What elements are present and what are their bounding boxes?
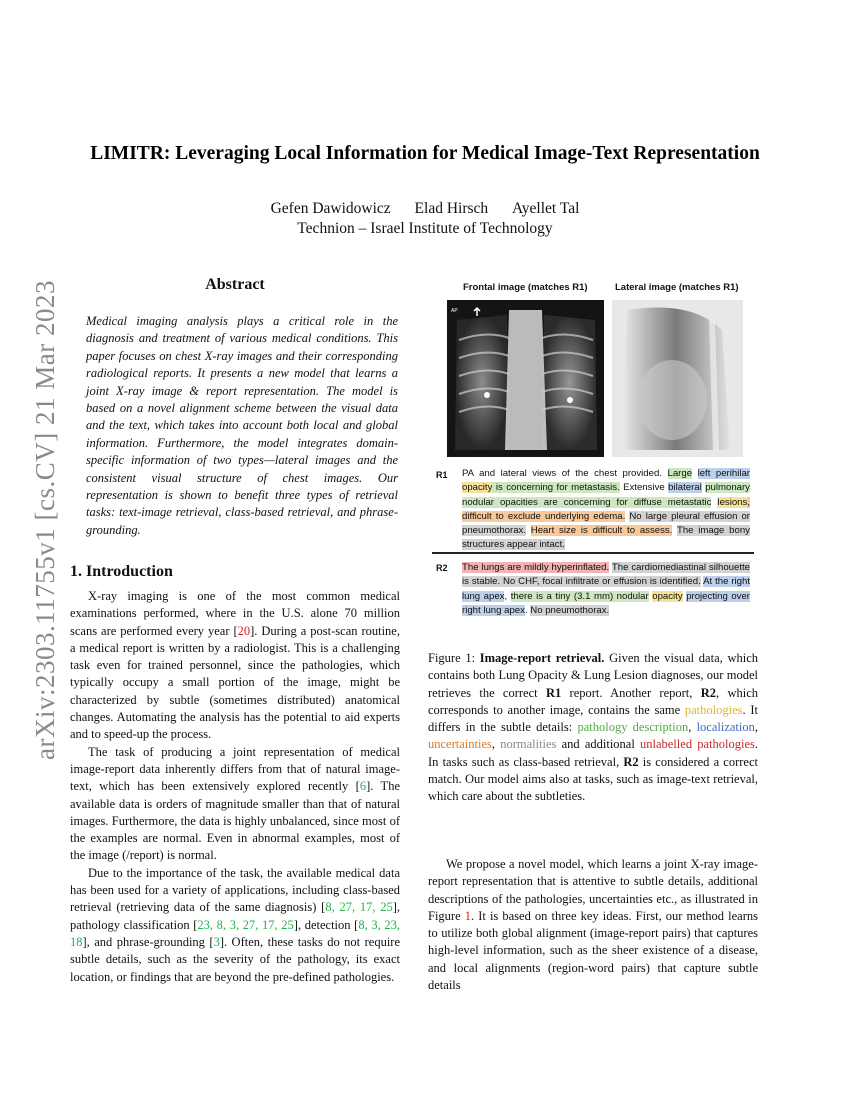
citation-link[interactable]: 8, 3, 23, 18 bbox=[70, 917, 401, 949]
report-r1-text bbox=[462, 467, 750, 553]
paper-title: LIMITR: Leveraging Local Information for Medical Image-Text Representation bbox=[90, 143, 760, 164]
figure-divider bbox=[432, 552, 754, 554]
highlighted-phrase: , difficult to exclude underlying edema. bbox=[462, 496, 750, 522]
lateral-xray-image bbox=[612, 300, 743, 457]
introduction-body bbox=[70, 588, 400, 986]
frontal-image-label: Frontal image (matches R1) bbox=[463, 282, 588, 293]
highlighted-phrase: pulmonary nodular opacities are concerning for diffuse metastatic bbox=[462, 482, 750, 508]
highlighted-phrase: lesions bbox=[717, 496, 748, 508]
figure-reference-link[interactable]: 1 bbox=[464, 908, 471, 923]
highlighted-phrase: The image bony structures appear intact. bbox=[462, 525, 750, 551]
citation-link[interactable]: 8, 27, 17, 25 bbox=[325, 900, 393, 915]
body-text-right bbox=[428, 856, 758, 994]
author-list bbox=[0, 200, 850, 218]
highlighted-phrase: there is a tiny (3.1 mm) nodular bbox=[510, 590, 649, 602]
abstract-heading: Abstract bbox=[205, 276, 265, 293]
highlighted-phrase: Heart size is difficult to assess. bbox=[530, 525, 673, 537]
paragraph: The task of producing a joint representation of medical image-report data inherently differs from that of natural image-text, which has been extensively explored recently [6]. The available data is orders of magnitude smaller than that of natural images. Furthermore, the data is highly unbalanced, since most of the examples are normal. Even in abnormal examples, most of the image (/report) is normal. bbox=[70, 744, 400, 863]
arxiv-side-stamp: arXiv:2303.11755v1 [cs.CV] 21 Mar 2023 bbox=[30, 280, 60, 760]
paragraph: X-ray imaging is one of the most common medical examinations performed, where in the U.S. alone 70 million scans are performed every year [20]. During a post-scan routine, a medical report is written by a radiologist. This is a challenging task even for trained personnel, since the pathologies, which typically occupy a small portion of the image, might be characterized by subtle (sometimes distributed) anatomical changes. Automating the analysis has the potential to aid experts and to speed-up the process. bbox=[70, 589, 400, 742]
highlighted-phrase: left perihilar bbox=[697, 468, 750, 479]
highlighted-phrase: No pneumothorax. bbox=[530, 604, 610, 616]
highlighted-phrase: The cardiomediastinal silhouette is stable. No CHF, focal infiltrate or effusion is identified. bbox=[462, 562, 750, 588]
author-name: Ayellet Tal bbox=[512, 200, 580, 217]
report-r2-text bbox=[462, 561, 750, 618]
report-text-fragment: PA and lateral views of the chest provided. bbox=[462, 468, 668, 479]
citation-link[interactable]: 23, 8, 3, 27, 17, 25 bbox=[197, 917, 294, 932]
citation-link[interactable]: 20 bbox=[237, 623, 251, 638]
report-label-r1: R1 bbox=[436, 470, 448, 480]
highlighted-phrase: At the right lung apex bbox=[462, 576, 750, 602]
citation-link[interactable]: 6 bbox=[359, 779, 367, 794]
paragraph: Due to the importance of the task, the available medical data has been used for a variety of applications, including class-based retrieval (retrieving data of the same diagnosis) [8, 27, 17, 25], pathology classification [23, 8, 3, 27, 17, 25], detection [8, 3, 23, 18], and phrase-grounding [3]. Often, these tasks do not require subtle details, such as the severity of the pathology, its exact location, or findings that are beyond the pre-defined pathologies. bbox=[70, 865, 401, 984]
report-text-fragment: , bbox=[504, 590, 511, 602]
highlighted-phrase: is concerning for metastasis. bbox=[492, 482, 620, 494]
highlighted-phrase: The lungs are mildly hyperinflated. bbox=[462, 562, 610, 573]
paragraph-text: ]. During a post-scan routine, a medical report is written by a radiologist. This is a challenging task even for trained personnel, since the pathologies, which typically occupy a small portion of the image, might be characterized by subtle (sometimes distributed) anatomical changes. Automating the analysis has the potential to aid experts and to speed-up the process. bbox=[70, 623, 400, 742]
highlighted-phrase: bilateral bbox=[668, 482, 702, 494]
highlighted-phrase: opacity bbox=[652, 590, 683, 602]
report-label-r2: R2 bbox=[436, 563, 448, 573]
highlighted-phrase: No large pleural effusion or pneumothorax. bbox=[462, 510, 750, 537]
highlighted-phrase: projecting over right lung apex bbox=[462, 590, 750, 616]
abstract-body: Medical imaging analysis plays a critical role in the diagnosis and treatment of various medical conditions. This paper focuses on chest X-ray images and their corresponding radiological reports. It presents a new model that learns a joint X-ray image & report representation. The model is based on a novel alignment scheme between the visual data and the text, which takes into account both local and global information. Furthermore, the model integrates domain-specific information of two types—lateral images and the consistent visual structure of chest images. Our representation is shown to benefit three types of retrieval tasks: text-image retrieval, class-based retrieval, and phrase-grounding. bbox=[86, 314, 398, 537]
figure-caption: Figure 1: Image-report retrieval. Given the visual data, which contains both Lung Opacity & Lung Lesion diagnoses, our model retrieves the correct R1 report. Another report, R2, which corresponds to another image, contains the same pathologies. It differs in the subtle details: pathology description, localization, uncertainties, normalities and additional unlabelled pathologies. In tasks such as class-based retrieval, R2 is considered a correct match. Our model aims also at tasks, such as image-text retrieval, which care about the subtleties. bbox=[428, 651, 758, 804]
svg-text:AP: AP bbox=[451, 308, 458, 314]
paragraph: We propose a novel model, which learns a joint X-ray image-report representation that is attentive to subtle details, additional descriptions of the pathologies, uncertainties etc., as illustrated in Figure 1. It is based on three key ideas. First, our method learns to utilize both global alignment (image-report pairs) that captures high-level information, such as the sheer existence of a disease, and local alignments (region-word pairs) that capture subtle details bbox=[428, 857, 758, 993]
report-text-fragment: . bbox=[524, 604, 531, 616]
report-text-fragment: Extensive bbox=[619, 482, 669, 494]
author-name: Gefen Dawidowicz bbox=[270, 200, 391, 217]
lateral-image-label: Lateral image (matches R1) bbox=[615, 282, 739, 293]
highlighted-phrase: opacity bbox=[462, 482, 493, 494]
section-heading-introduction: 1. Introduction bbox=[70, 563, 173, 580]
report-text-fragment bbox=[692, 468, 698, 479]
frontal-xray-image bbox=[447, 300, 604, 457]
affiliation: Technion – Israel Institute of Technology bbox=[297, 220, 553, 237]
author-name: Elad Hirsch bbox=[414, 200, 489, 217]
highlighted-phrase: Large bbox=[667, 468, 693, 479]
citation-link[interactable]: 3 bbox=[213, 934, 220, 949]
